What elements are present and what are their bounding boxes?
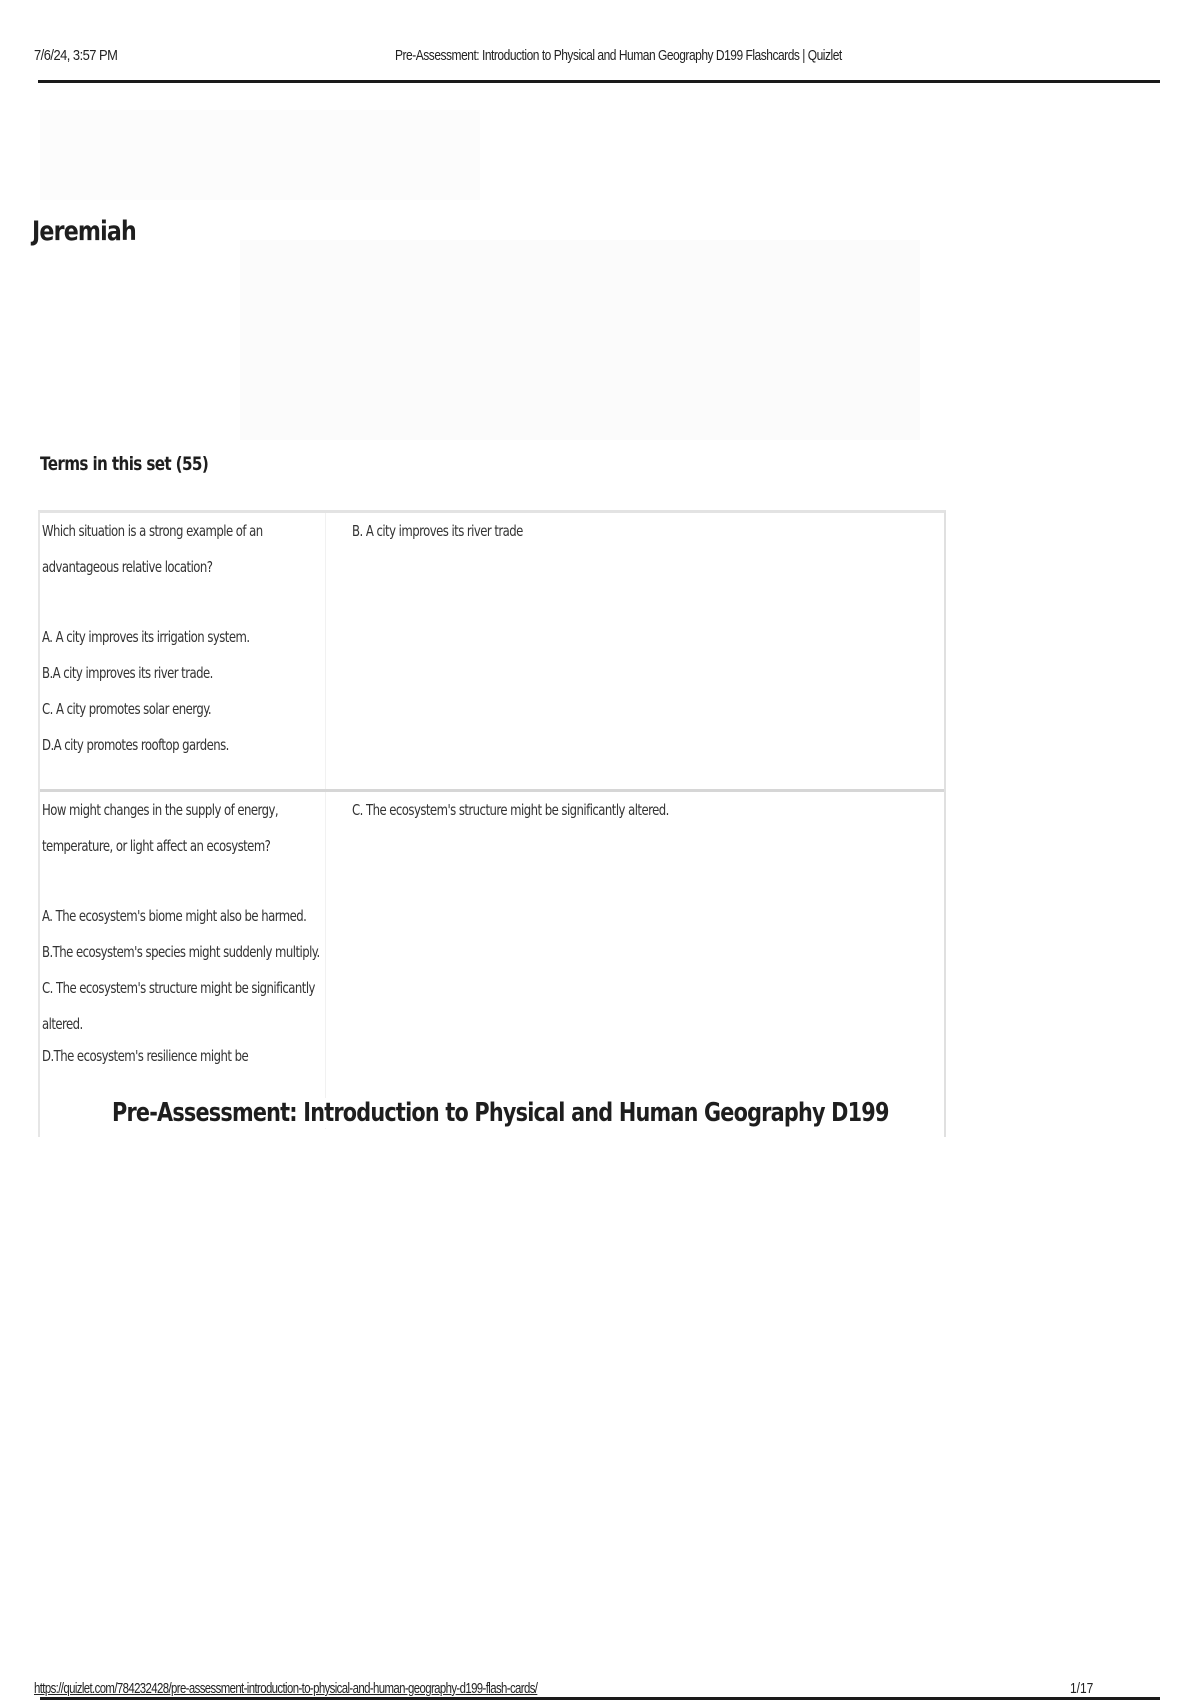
question-text: Which situation is a strong example of an [42,522,263,540]
author-name: Jeremiah [32,216,136,247]
term-row [40,513,944,789]
page-url-link[interactable]: https://quizlet.com/784232428/pre-assessment-introduction-to-physical-and-human-geography-d199-flash-cards/ [34,1680,538,1697]
terms-heading: Terms in this set (55) [40,453,209,475]
print-page-title: Pre-Assessment: Introduction to Physical and Human Geography D199 Flashcards | Quizlet [395,47,842,64]
term-definition-cell [326,513,944,789]
term-row [40,789,944,1129]
answer-option: altered. [42,1015,83,1033]
term-question-cell [40,792,326,1129]
watermark-ghost [240,240,920,440]
answer-option: D.A city promotes rooftop gardens. [42,736,229,754]
answer-option: D.The ecosystem's resilience might be [42,1047,249,1065]
answer-option: C. The ecosystem's structure might be significantly [42,979,315,997]
answer-option: A. A city improves its irrigation system. [42,628,250,646]
print-datetime: 7/6/24, 3:57 PM [34,47,118,64]
answer-option: A. The ecosystem's biome might also be harmed. [42,907,307,925]
question-text: How might changes in the supply of energy, [42,801,279,819]
question-text: advantageous relative location? [42,558,213,576]
header-divider [38,80,1160,83]
term-definition-cell [326,792,944,1129]
definition-text: B. A city improves its river trade [352,522,523,540]
term-question-cell [40,513,326,789]
terms-table [38,510,946,1137]
set-title: Pre-Assessment: Introduction to Physical and Human Geography D199 [112,1098,889,1128]
definition-text: C. The ecosystem's structure might be significantly altered. [352,801,669,819]
print-header [0,0,1200,84]
question-text: temperature, or light affect an ecosystem? [42,837,271,855]
answer-option: C. A city promotes solar energy. [42,700,212,718]
answer-option: B.The ecosystem's species might suddenly multiply. [42,943,320,961]
answer-option: B.A city improves its river trade. [42,664,213,682]
page-number: 1/17 [1070,1680,1094,1697]
watermark-ghost [40,110,480,200]
